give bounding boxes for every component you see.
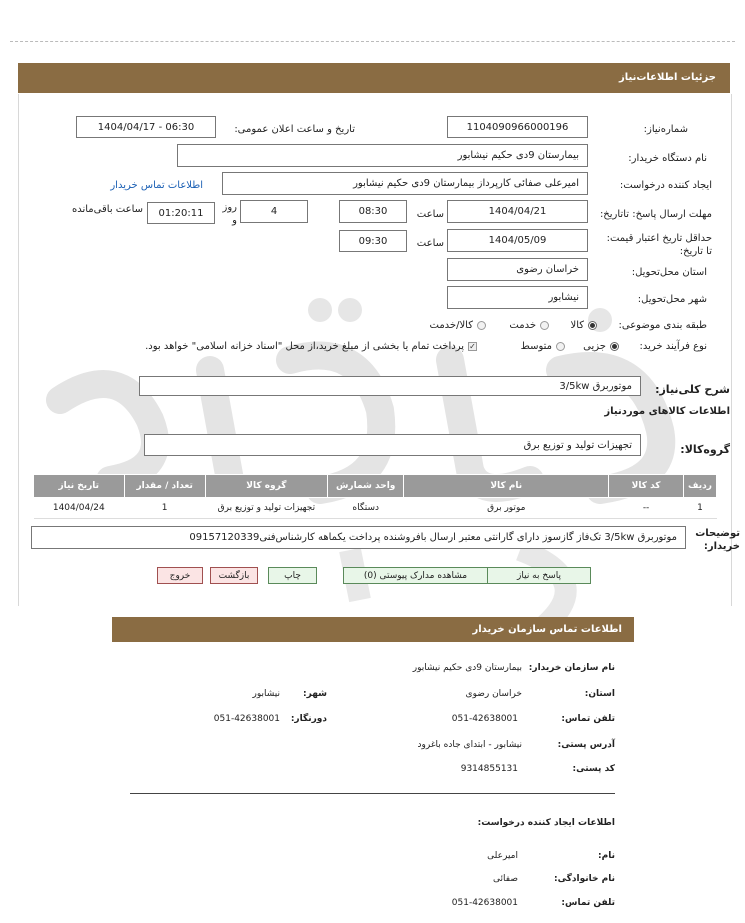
goods-group-label: گروه‌کالا: <box>680 443 730 456</box>
creator-section-title: اطلاعات ایجاد کننده درخواست: <box>477 818 615 828</box>
treasury-checkbox[interactable]: ✓ <box>469 342 476 351</box>
details-header <box>18 63 730 93</box>
validity-time-field[interactable]: 09:30 <box>339 230 407 252</box>
creator-first-name-value: امیرعلی <box>487 851 518 861</box>
need-number-field[interactable]: 1104090966000196 <box>447 116 588 138</box>
province-label: استان محل‌تحویل: <box>631 267 707 278</box>
contact-address-value: نیشابور - ابتدای جاده باغرود <box>417 740 522 750</box>
announce-datetime-label: تاریخ و ساعت اعلان عمومی: <box>234 124 355 135</box>
cell-qty: 1 <box>124 498 205 519</box>
buyer-contact-link[interactable]: اطلاعات تماس خریدار <box>110 180 203 191</box>
contact-city-value: نیشابور <box>252 689 280 699</box>
summary-field[interactable]: موتوربرق 3/5kw <box>139 376 641 396</box>
radio-medium[interactable] <box>556 342 565 351</box>
contact-section-title: اطلاعات تماس سازمان خریدار <box>472 624 622 635</box>
print-button[interactable]: چاپ <box>268 567 317 584</box>
contact-province-value: خراسان رضوی <box>465 689 522 699</box>
city-label: شهر محل‌تحویل: <box>637 294 707 305</box>
radio-goods[interactable] <box>588 321 597 330</box>
category-option-goods[interactable] <box>570 320 597 331</box>
creator-phone-value: 051-42638001 <box>451 898 518 908</box>
contact-postal-value: 9314855131 <box>460 764 518 774</box>
col-date: تاریخ نیاز <box>34 475 125 498</box>
contact-fax-label: دورنگار: <box>290 714 327 724</box>
creator-last-name-value: صفائی <box>493 874 518 884</box>
radio-service[interactable] <box>540 321 549 330</box>
cell-row: 1 <box>684 498 717 519</box>
creator-phone-label: تلفن تماس: <box>561 898 615 908</box>
reply-time-field[interactable]: 08:30 <box>339 200 407 223</box>
cell-date: 1404/04/24 <box>34 498 125 519</box>
process-option-minor-label: جزیی <box>583 341 606 352</box>
province-field[interactable]: خراسان رضوی <box>447 258 588 281</box>
reply-deadline-label: مهلت ارسال پاسخ: تاتاریخ: <box>599 209 712 220</box>
items-table <box>33 474 717 519</box>
process-option-medium[interactable] <box>521 341 565 352</box>
reply-button[interactable]: پاسخ به نیاز <box>487 567 591 584</box>
creator-first-name-label: نام: <box>598 851 615 861</box>
contact-fax-value: 051-42638001 <box>213 714 280 724</box>
price-validity-label: حداقل تاریخ اعتبار قیمت: تا تاریخ: <box>606 233 712 257</box>
cell-name: موتور برق <box>404 498 609 519</box>
category-option-goods-label: کالا <box>570 320 584 331</box>
summary-label: شرح کلی‌نیاز: <box>655 383 730 396</box>
announce-datetime-field[interactable]: 1404/04/17 - 06:30 <box>76 116 216 138</box>
col-code: کد کالا <box>609 475 684 498</box>
creator-last-name-label: نام خانوادگی: <box>553 874 615 884</box>
treasury-payment-note: پرداخت تمام یا بخشی از مبلغ خرید،از محل "اسناد خزانه اسلامی" خواهد بود. <box>145 341 464 352</box>
cell-unit: دستگاه <box>328 498 404 519</box>
contact-org-label: نام سازمان خریدار: <box>528 663 615 673</box>
category-option-service-label: خدمت <box>509 320 536 331</box>
need-number-label: شماره‌نیاز: <box>643 124 688 135</box>
col-name: نام کالا <box>404 475 609 498</box>
category-label: طبقه بندی موضوعی: <box>618 320 707 331</box>
contact-org-value: بیمارستان 9دی حکیم نیشابور <box>412 663 522 673</box>
validity-time-label: ساعت <box>416 238 444 249</box>
contact-address-label: آدرس پستی: <box>557 740 615 750</box>
cell-code: -- <box>609 498 684 519</box>
treasury-payment-option[interactable] <box>145 341 477 352</box>
requester-label: ایجاد کننده درخواست: <box>619 180 712 191</box>
days-label: روز و <box>222 202 237 226</box>
radio-both[interactable] <box>477 321 486 330</box>
reply-time-label: ساعت <box>416 209 444 220</box>
buyer-notes-field[interactable]: موتوربرق 3/5kw تک‌فاز گازسوز دارای گارانتی معتبر ارسال بافروشنده پرداخت یکماهه کارشناس‌فنی09157120339 <box>31 526 686 549</box>
contact-phone-value: 051-42638001 <box>451 714 518 724</box>
col-qty: تعداد / مقدار <box>124 475 205 498</box>
category-option-service[interactable] <box>509 320 549 331</box>
remaining-time-field[interactable]: 01:20:11 <box>147 202 215 224</box>
table-row[interactable] <box>34 498 717 519</box>
process-option-minor[interactable] <box>583 341 619 352</box>
goods-group-field[interactable]: تجهیزات تولید و توزیع برق <box>144 434 641 456</box>
attachments-button[interactable]: مشاهده مدارک پیوستی (0) <box>343 567 488 584</box>
cell-group: تجهیزات تولید و توزیع برق <box>205 498 327 519</box>
col-unit: واحد شمارش <box>328 475 404 498</box>
items-table-header <box>34 475 717 498</box>
contact-postal-label: کد پستی: <box>572 764 615 774</box>
validity-date-field[interactable]: 1404/05/09 <box>447 229 588 252</box>
process-option-medium-label: متوسط <box>520 341 552 352</box>
details-header-title: جزئیات اطلاعات‌نیاز <box>619 72 716 83</box>
contact-city-label: شهر: <box>303 689 327 699</box>
requester-field[interactable]: امیرعلی صفائی کارپرداز بیمارستان 9دی حکیم نیشابور <box>222 172 588 195</box>
buyer-notes-label: توضیحات خریدار: <box>695 528 740 552</box>
category-option-both-label: کالا/خدمت <box>429 320 473 331</box>
radio-minor[interactable] <box>610 342 619 351</box>
days-field[interactable]: 4 <box>240 200 308 223</box>
contact-province-label: استان: <box>584 689 615 699</box>
city-field[interactable]: نیشابور <box>447 286 588 309</box>
contact-divider <box>130 793 615 794</box>
contact-phone-label: تلفن تماس: <box>561 714 615 724</box>
buyer-org-label: نام دستگاه خریدار: <box>628 153 707 164</box>
col-row: ردیف <box>684 475 717 498</box>
goods-info-title: اطلاعات کالاهای موردنیاز <box>604 406 730 417</box>
col-group: گروه کالا <box>205 475 327 498</box>
process-label: نوع فرآیند خرید: <box>639 341 707 352</box>
category-option-both[interactable] <box>430 320 487 331</box>
buyer-org-field[interactable]: بیمارستان 9دی حکیم نیشابور <box>177 144 588 167</box>
contact-section-header <box>112 617 634 642</box>
exit-button[interactable]: خروج <box>157 567 203 584</box>
remaining-time-label: ساعت باقی‌مانده <box>71 204 143 215</box>
back-button[interactable]: بازگشت <box>210 567 258 584</box>
reply-date-field[interactable]: 1404/04/21 <box>447 200 588 223</box>
top-divider <box>10 41 735 42</box>
